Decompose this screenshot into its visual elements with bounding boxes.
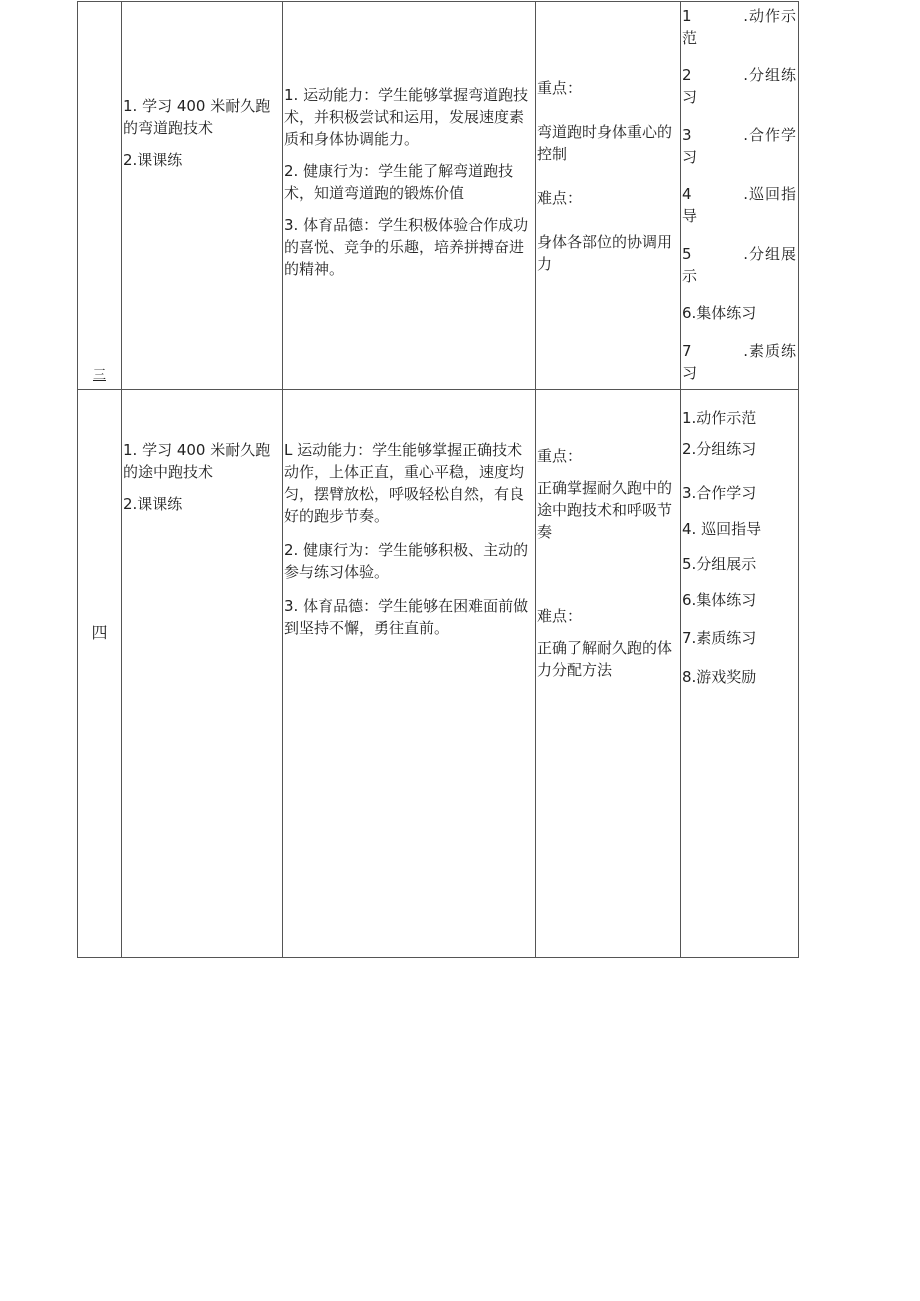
method-number: 1: [682, 7, 692, 25]
method-text: .巡回指: [743, 185, 797, 203]
method-text: .分组展: [743, 245, 797, 263]
objective-item: 2. 健康行为：学生能够积极、主动的参与练习体验。: [284, 541, 529, 581]
difficulty-text: 正确了解耐久跑的体力分配方法: [537, 639, 673, 679]
method-text: .动作示: [743, 7, 797, 25]
method-number: 4: [682, 185, 692, 203]
key-label: 重点：: [537, 447, 583, 465]
method-number: 2: [682, 66, 692, 84]
objective-item: 1. 运动能力：学生能够掌握弯道跑技术，并积极尝试和运用，发展速度素质和身体协调能力。: [284, 86, 529, 148]
topic-line: 1. 学习 400 米耐久跑的途中跑技术: [123, 441, 271, 481]
objective-item: 2. 健康行为：学生能了解弯道跑技术，知道弯道跑的锻炼价值: [284, 162, 514, 202]
method-number: 3: [682, 126, 692, 144]
table-row: [78, 390, 799, 958]
difficulty-label: 难点：: [537, 189, 583, 207]
methods-cell: [681, 2, 799, 390]
lesson-number: 三: [92, 368, 106, 383]
objective-item: L 运动能力：学生能够掌握正确技术动作，上体正直，重心平稳，速度均匀，摆臂放松，呼吸轻松自然，有良好的跑步节奏。: [284, 441, 525, 525]
key-difficulty-cell: [536, 2, 681, 390]
difficulty-text: 身体各部位的协调用力: [537, 233, 673, 273]
method-item: 1.动作示范: [682, 409, 757, 427]
method-number: 5: [682, 245, 692, 263]
method-item: 7.素质练习: [682, 629, 757, 647]
table-row: [78, 2, 799, 390]
method-item: 6.集体练习: [682, 591, 757, 609]
method-item: [682, 340, 797, 384]
lesson-number: 四: [91, 623, 108, 642]
method-number: 7: [682, 342, 692, 360]
topic-line: 2.课课练: [123, 495, 183, 513]
objective-item: 3. 体育品德：学生积极体验合作成功的喜悦、竞争的乐趣，培养拼搏奋进的精神。: [284, 216, 529, 278]
topic-line: 2.课课练: [123, 151, 183, 169]
method-item: [682, 5, 797, 49]
method-item: [682, 243, 797, 287]
method-item: 8.游戏奖励: [682, 668, 757, 686]
method-text-cont: 习: [682, 148, 698, 166]
methods-cell: [681, 390, 799, 958]
method-item: 4. 巡回指导: [682, 520, 762, 538]
objectives-cell: [283, 390, 536, 958]
method-item: 5.分组展示: [682, 555, 757, 573]
method-text: .分组练: [743, 66, 797, 84]
method-item: [682, 64, 797, 108]
lesson-plan-table: [77, 1, 799, 958]
method-text-cont: 导: [682, 207, 698, 225]
method-item: [682, 183, 797, 227]
method-item: 2.分组练习: [682, 440, 757, 458]
method-text: .合作学: [743, 126, 797, 144]
method-text-cont: 范: [682, 29, 698, 47]
method-text-cont: 示: [682, 267, 698, 285]
method-item: 6.集体练习: [682, 304, 757, 322]
difficulty-label: 难点：: [537, 607, 583, 625]
key-label: 重点：: [537, 79, 583, 97]
key-text: 正确掌握耐久跑中的途中跑技术和呼吸节奏: [537, 479, 673, 541]
method-text-cont: 习: [682, 364, 698, 382]
topic-line: 1. 学习 400 米耐久跑的弯道跑技术: [123, 97, 271, 137]
method-text: .素质练: [743, 342, 797, 360]
method-item: 3.合作学习: [682, 484, 757, 502]
lesson-number-cell: [78, 2, 122, 390]
key-difficulty-cell: [536, 390, 681, 958]
objective-item: 3. 体育品德：学生能够在困难面前做到坚持不懈，勇往直前。: [284, 597, 529, 637]
method-item: [682, 124, 797, 168]
objectives-cell: [283, 2, 536, 390]
topic-cell: [122, 2, 283, 390]
topic-cell: [122, 390, 283, 958]
lesson-number-cell: [78, 390, 122, 958]
key-text: 弯道跑时身体重心的控制: [537, 123, 673, 163]
method-text-cont: 习: [682, 88, 698, 106]
